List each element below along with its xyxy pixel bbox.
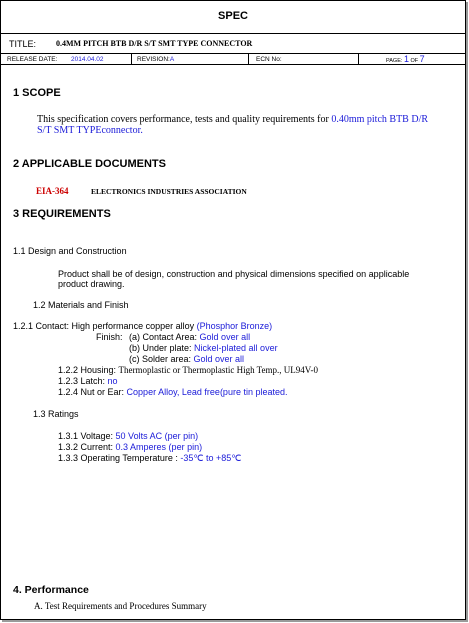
spec-title: SPEC — [218, 10, 248, 22]
title-label: TITLE: — [9, 39, 37, 49]
finish-a: (a) Contact Area: Gold over all — [129, 332, 251, 342]
performance-heading: 4. Performance — [13, 584, 89, 596]
current-line: 1.3.2 Current: 0.3 Amperes (per pin) — [58, 442, 203, 452]
housing-line: 1.2.2 Housing: Thermoplastic or Thermoplastic High Temp., UL94V-0 — [58, 365, 318, 375]
page-indicator: PAGE: 1 OF 7 — [386, 54, 425, 64]
requirements-heading: 3 REQUIREMENTS — [13, 208, 111, 220]
nut-line: 1.2.4 Nut or Ear: Copper Alloy, Lead free(pure tin pleated. — [58, 387, 288, 397]
doc-code: EIA-364 — [36, 186, 69, 196]
title-value: 0.4MM PITCH BTB D/R S/T SMT TYPE CONNECTOR — [56, 39, 253, 48]
documents-heading: 2 APPLICABLE DOCUMENTS — [13, 158, 166, 170]
temperature-line: 1.3.3 Operating Temperature : -35℃ to +85℃ — [58, 453, 242, 463]
revision-label: REVISION:A — [137, 56, 175, 63]
scope-text-line1: This specification covers performance, tests and quality requirements for 0.40mm pitch BTB D/R — [37, 114, 429, 125]
finish-label: Finish: — [96, 332, 123, 342]
page-total: 7 — [419, 54, 425, 64]
release-date-value: 2014.04.02 — [71, 56, 104, 63]
performance-sub: A. Test Requirements and Procedures Summary — [34, 601, 207, 611]
scope-heading: 1 SCOPE — [13, 87, 61, 99]
ecn-label: ECN No: — [256, 56, 282, 63]
latch-line: 1.2.3 Latch: no — [58, 376, 118, 386]
section-1-1-title: 1.1 Design and Construction — [13, 246, 127, 256]
release-date-label: RELEASE DATE: — [7, 56, 58, 63]
scope-text-line2: S/T SMT TYPEconnector. — [37, 125, 143, 136]
section-1-1-text1: Product shall be of design, construction and physical dimensions specified on applicable — [58, 269, 410, 279]
finish-c: (c) Solder area: Gold over all — [129, 354, 245, 364]
page-current: 1 — [403, 54, 409, 64]
doc-name: ELECTRONICS INDUSTRIES ASSOCIATION — [91, 187, 247, 196]
voltage-line: 1.3.1 Voltage: 50 Volts AC (per pin) — [58, 431, 199, 441]
section-1-3-title: 1.3 Ratings — [33, 409, 79, 419]
revision-value: A — [169, 56, 175, 63]
section-1-2-title: 1.2 Materials and Finish — [33, 300, 129, 310]
finish-b: (b) Under plate: Nickel-plated all over — [129, 343, 278, 353]
section-1-1-text2: product drawing. — [58, 279, 125, 289]
contact-line: 1.2.1 Contact: High performance copper alloy (Phosphor Bronze) — [13, 321, 273, 331]
